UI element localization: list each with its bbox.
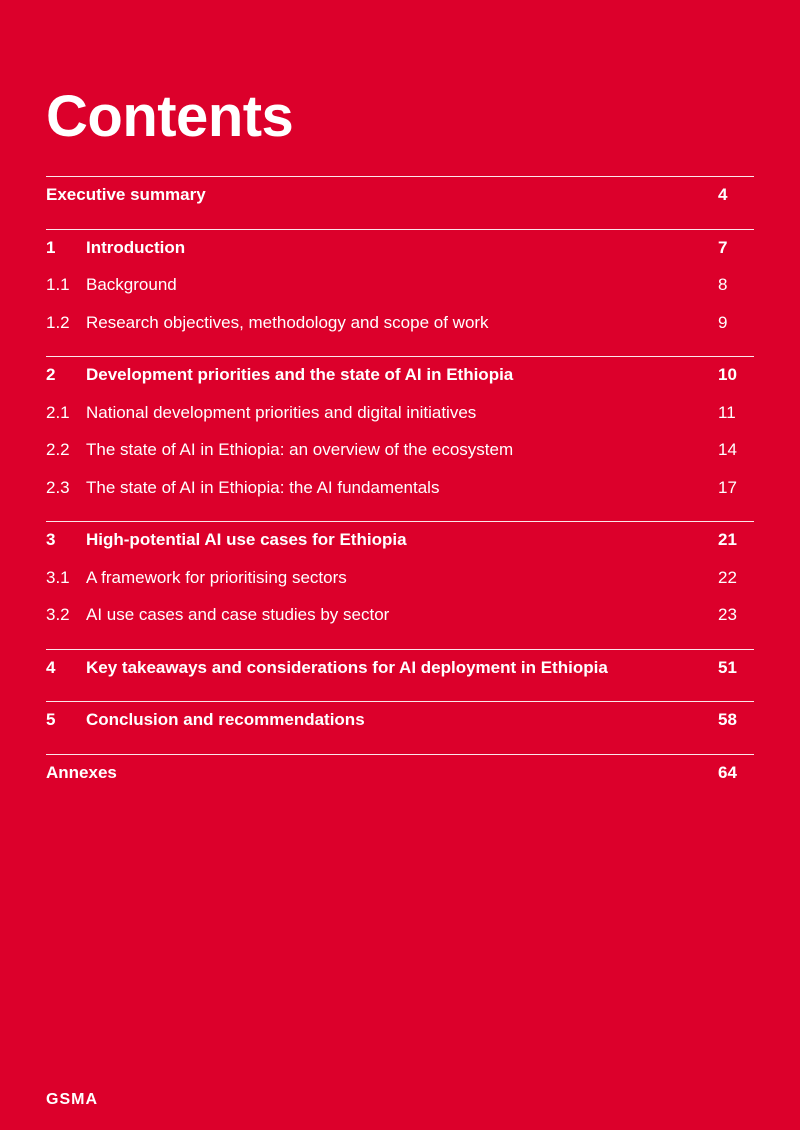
toc-entry[interactable] <box>46 759 754 797</box>
toc-entry-number: 3 <box>46 530 56 549</box>
toc-section-1 <box>46 229 754 357</box>
toc-entry-page: 4 <box>718 185 728 204</box>
toc-section-5 <box>46 701 754 754</box>
toc-entry[interactable] <box>46 654 754 692</box>
toc-entry[interactable] <box>46 436 754 474</box>
toc-entry-number: 5 <box>46 710 56 729</box>
toc-entry-label: Background <box>86 275 177 294</box>
toc-entry-label: AI use cases and case studies by sector <box>86 605 390 624</box>
toc-entry-number: 1.2 <box>46 312 70 332</box>
toc-entry-page: 23 <box>718 605 737 624</box>
toc-entry[interactable] <box>46 361 754 399</box>
toc-entry-label: Key takeaways and considerations for AI deployment in Ethiopia <box>86 657 608 677</box>
toc-section-2 <box>46 356 754 521</box>
toc-entry-label: Development priorities and the state of AI in Ethiopia <box>86 365 514 384</box>
toc-entry-page: 51 <box>718 657 737 677</box>
toc-entry[interactable] <box>46 474 754 512</box>
toc-entry-number: 2 <box>46 365 56 384</box>
toc-entry-label: National development priorities and digital initiatives <box>86 402 477 422</box>
toc-entry-label: Introduction <box>86 237 186 257</box>
toc-entry[interactable] <box>46 526 754 564</box>
toc-section-executive-summary <box>46 176 754 229</box>
toc-entry-number: 1.1 <box>46 275 70 294</box>
toc-entry-label: The state of AI in Ethiopia: the AI fundamentals <box>86 477 440 497</box>
toc-entry-page: 8 <box>718 275 728 294</box>
toc-entry-label: Research objectives, methodology and scope of work <box>86 312 489 332</box>
toc-entry-label: A framework for prioritising sectors <box>86 567 347 587</box>
toc-entry-page: 14 <box>718 440 737 459</box>
toc-entry-page: 22 <box>718 567 737 587</box>
toc-entry-label: High-potential AI use cases for Ethiopia <box>86 530 407 549</box>
toc-entry-label: The state of AI in Ethiopia: an overview of the ecosystem <box>86 440 514 459</box>
toc-section-3 <box>46 521 754 649</box>
toc-entry[interactable] <box>46 271 754 309</box>
toc-entry-number: 2.3 <box>46 477 70 497</box>
toc-entry-label: Conclusion and recommendations <box>86 710 365 729</box>
toc-entry-number: 3.1 <box>46 567 70 587</box>
toc-entry[interactable] <box>46 706 754 744</box>
toc-entry-number: 2.2 <box>46 440 70 459</box>
toc-entry[interactable] <box>46 181 754 219</box>
toc-entry-number: 2.1 <box>46 402 70 422</box>
toc-section-annexes <box>46 754 754 807</box>
toc-entry-page: 21 <box>718 530 737 549</box>
toc-entry-label: Annexes <box>46 762 117 782</box>
toc-entry[interactable] <box>46 399 754 437</box>
table-of-contents <box>46 176 754 806</box>
toc-entry-page: 11 <box>718 402 736 422</box>
toc-section-4 <box>46 649 754 702</box>
gsma-logo: GSMA <box>46 1091 98 1108</box>
toc-entry-page: 64 <box>718 762 737 782</box>
toc-entry-page: 9 <box>718 312 728 332</box>
toc-entry[interactable] <box>46 601 754 639</box>
toc-entry-page: 7 <box>718 237 728 257</box>
toc-entry-page: 10 <box>718 365 737 384</box>
toc-entry-page: 17 <box>718 477 737 497</box>
page-title: Contents <box>46 84 294 149</box>
toc-entry-number: 4 <box>46 657 56 677</box>
toc-entry[interactable] <box>46 564 754 602</box>
toc-entry-number: 1 <box>46 237 56 257</box>
toc-entry-label: Executive summary <box>46 185 206 204</box>
toc-entry-number: 3.2 <box>46 605 70 624</box>
toc-entry-page: 58 <box>718 710 737 729</box>
toc-entry[interactable] <box>46 309 754 347</box>
toc-entry[interactable] <box>46 234 754 272</box>
